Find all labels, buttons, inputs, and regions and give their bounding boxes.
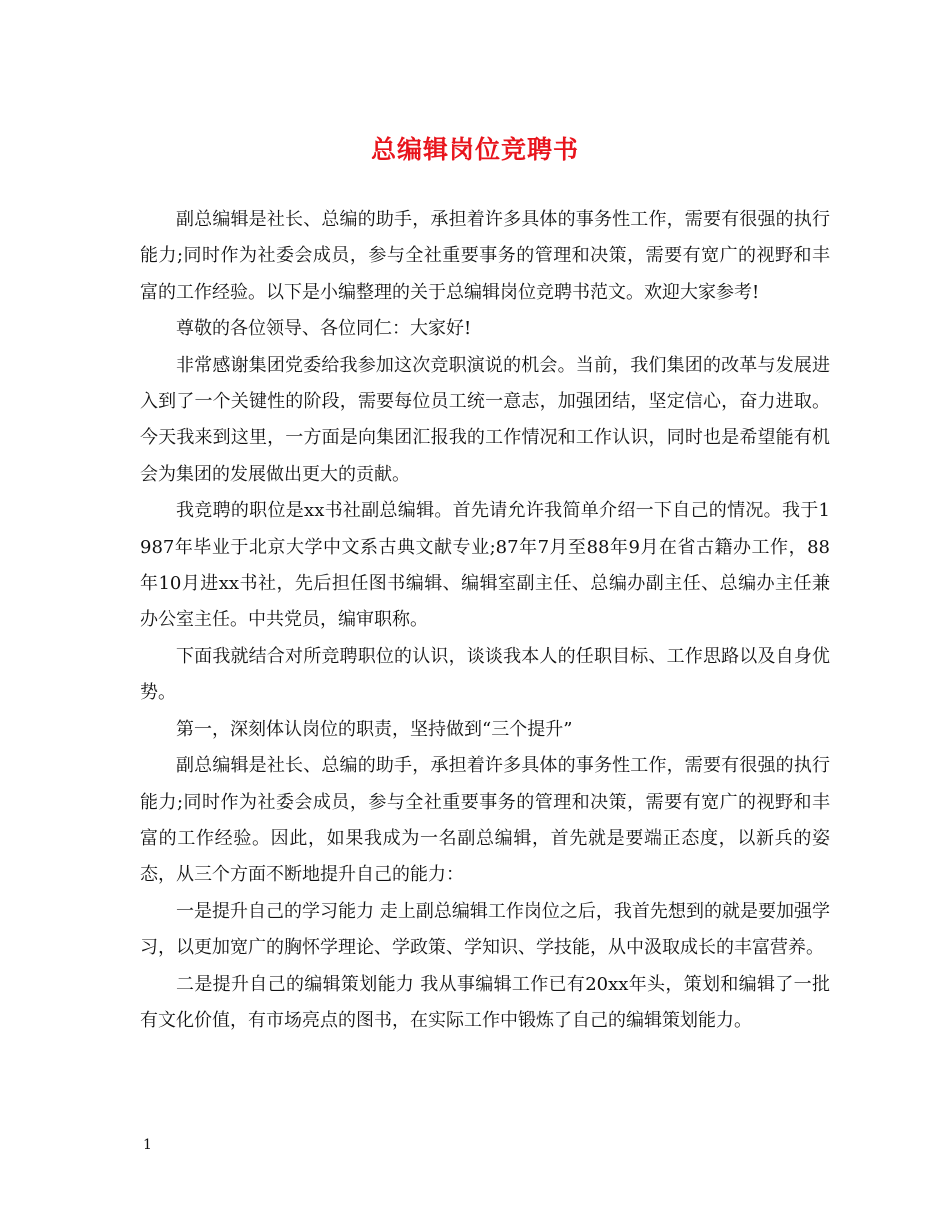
- paragraph-section-heading-1: 第一，深刻体认岗位的职责，坚持做到“三个提升”: [176, 718, 573, 740]
- paragraph-thanks: 非常感谢集团党委给我参加这次竞职演说的机会。当前，我们集团的改革与发展进入到了一个关键性的阶段，需要每位员工统一意志，加强团结，坚定信心，奋力进取。今天我来到这里，一方面是向集团汇报我的工作情况和工作认识，同时也是希望能有机会为集团的发展做出更大的贡献。: [140, 354, 830, 485]
- paragraph-role-duties: 副总编辑是社长、总编的助手，承担着许多具体的事务性工作，需要有很强的执行能力;同时作为社委会成员，参与全社重要事务的管理和决策，需要有宽广的视野和丰富的工作经验。因此，如果我成为一名副总编辑，首先就是要端正态度，以新兵的姿态，从三个方面不断地提升自己的能力：: [140, 755, 830, 886]
- paragraph-greeting: 尊敬的各位领导、各位同仁：大家好!: [176, 318, 472, 340]
- document-title: 总编辑岗位竞聘书: [370, 135, 579, 164]
- paragraph-intro: 副总编辑是社长、总编的助手，承担着许多具体的事务性工作，需要有很强的执行能力;同时作为社委会成员，参与全社重要事务的管理和决策，需要有宽广的视野和丰富的工作经验。以下是小编整理的关于总编辑岗位竞聘书范文。欢迎大家参考!: [140, 209, 830, 303]
- paragraph-editing-ability: 二是提升自己的编辑策划能力 我从事编辑工作已有20xx年头，策划和编辑了一批有文化价值，有市场亮点的图书，在实际工作中锻炼了自己的编辑策划能力。: [140, 973, 830, 1031]
- page-number: 1: [143, 1137, 152, 1153]
- document-body: [140, 202, 830, 1039]
- paragraph-learning-ability: 一是提升自己的学习能力 走上副总编辑工作岗位之后，我首先想到的就是要加强学习，以更加宽广的胸怀学理论、学政策、学知识、学技能，从中汲取成长的丰富营养。: [140, 900, 830, 959]
- paragraph-self-introduction: 我竞聘的职位是xx书社副总编辑。首先请允许我简单介绍一下自己的情况。我于1987年毕业于北京大学中文系古典文献专业;87年7月至88年9月在省古籍办工作，88年10月进xx书社，先后担任图书编辑、编辑室副主任、总编办副主任、总编办主任兼办公室主任。中共党员，编审职称。: [140, 500, 830, 631]
- paragraph-outline: 下面我就结合对所竞聘职位的认识，谈谈我本人的任职目标、工作思路以及自身优势。: [140, 645, 830, 704]
